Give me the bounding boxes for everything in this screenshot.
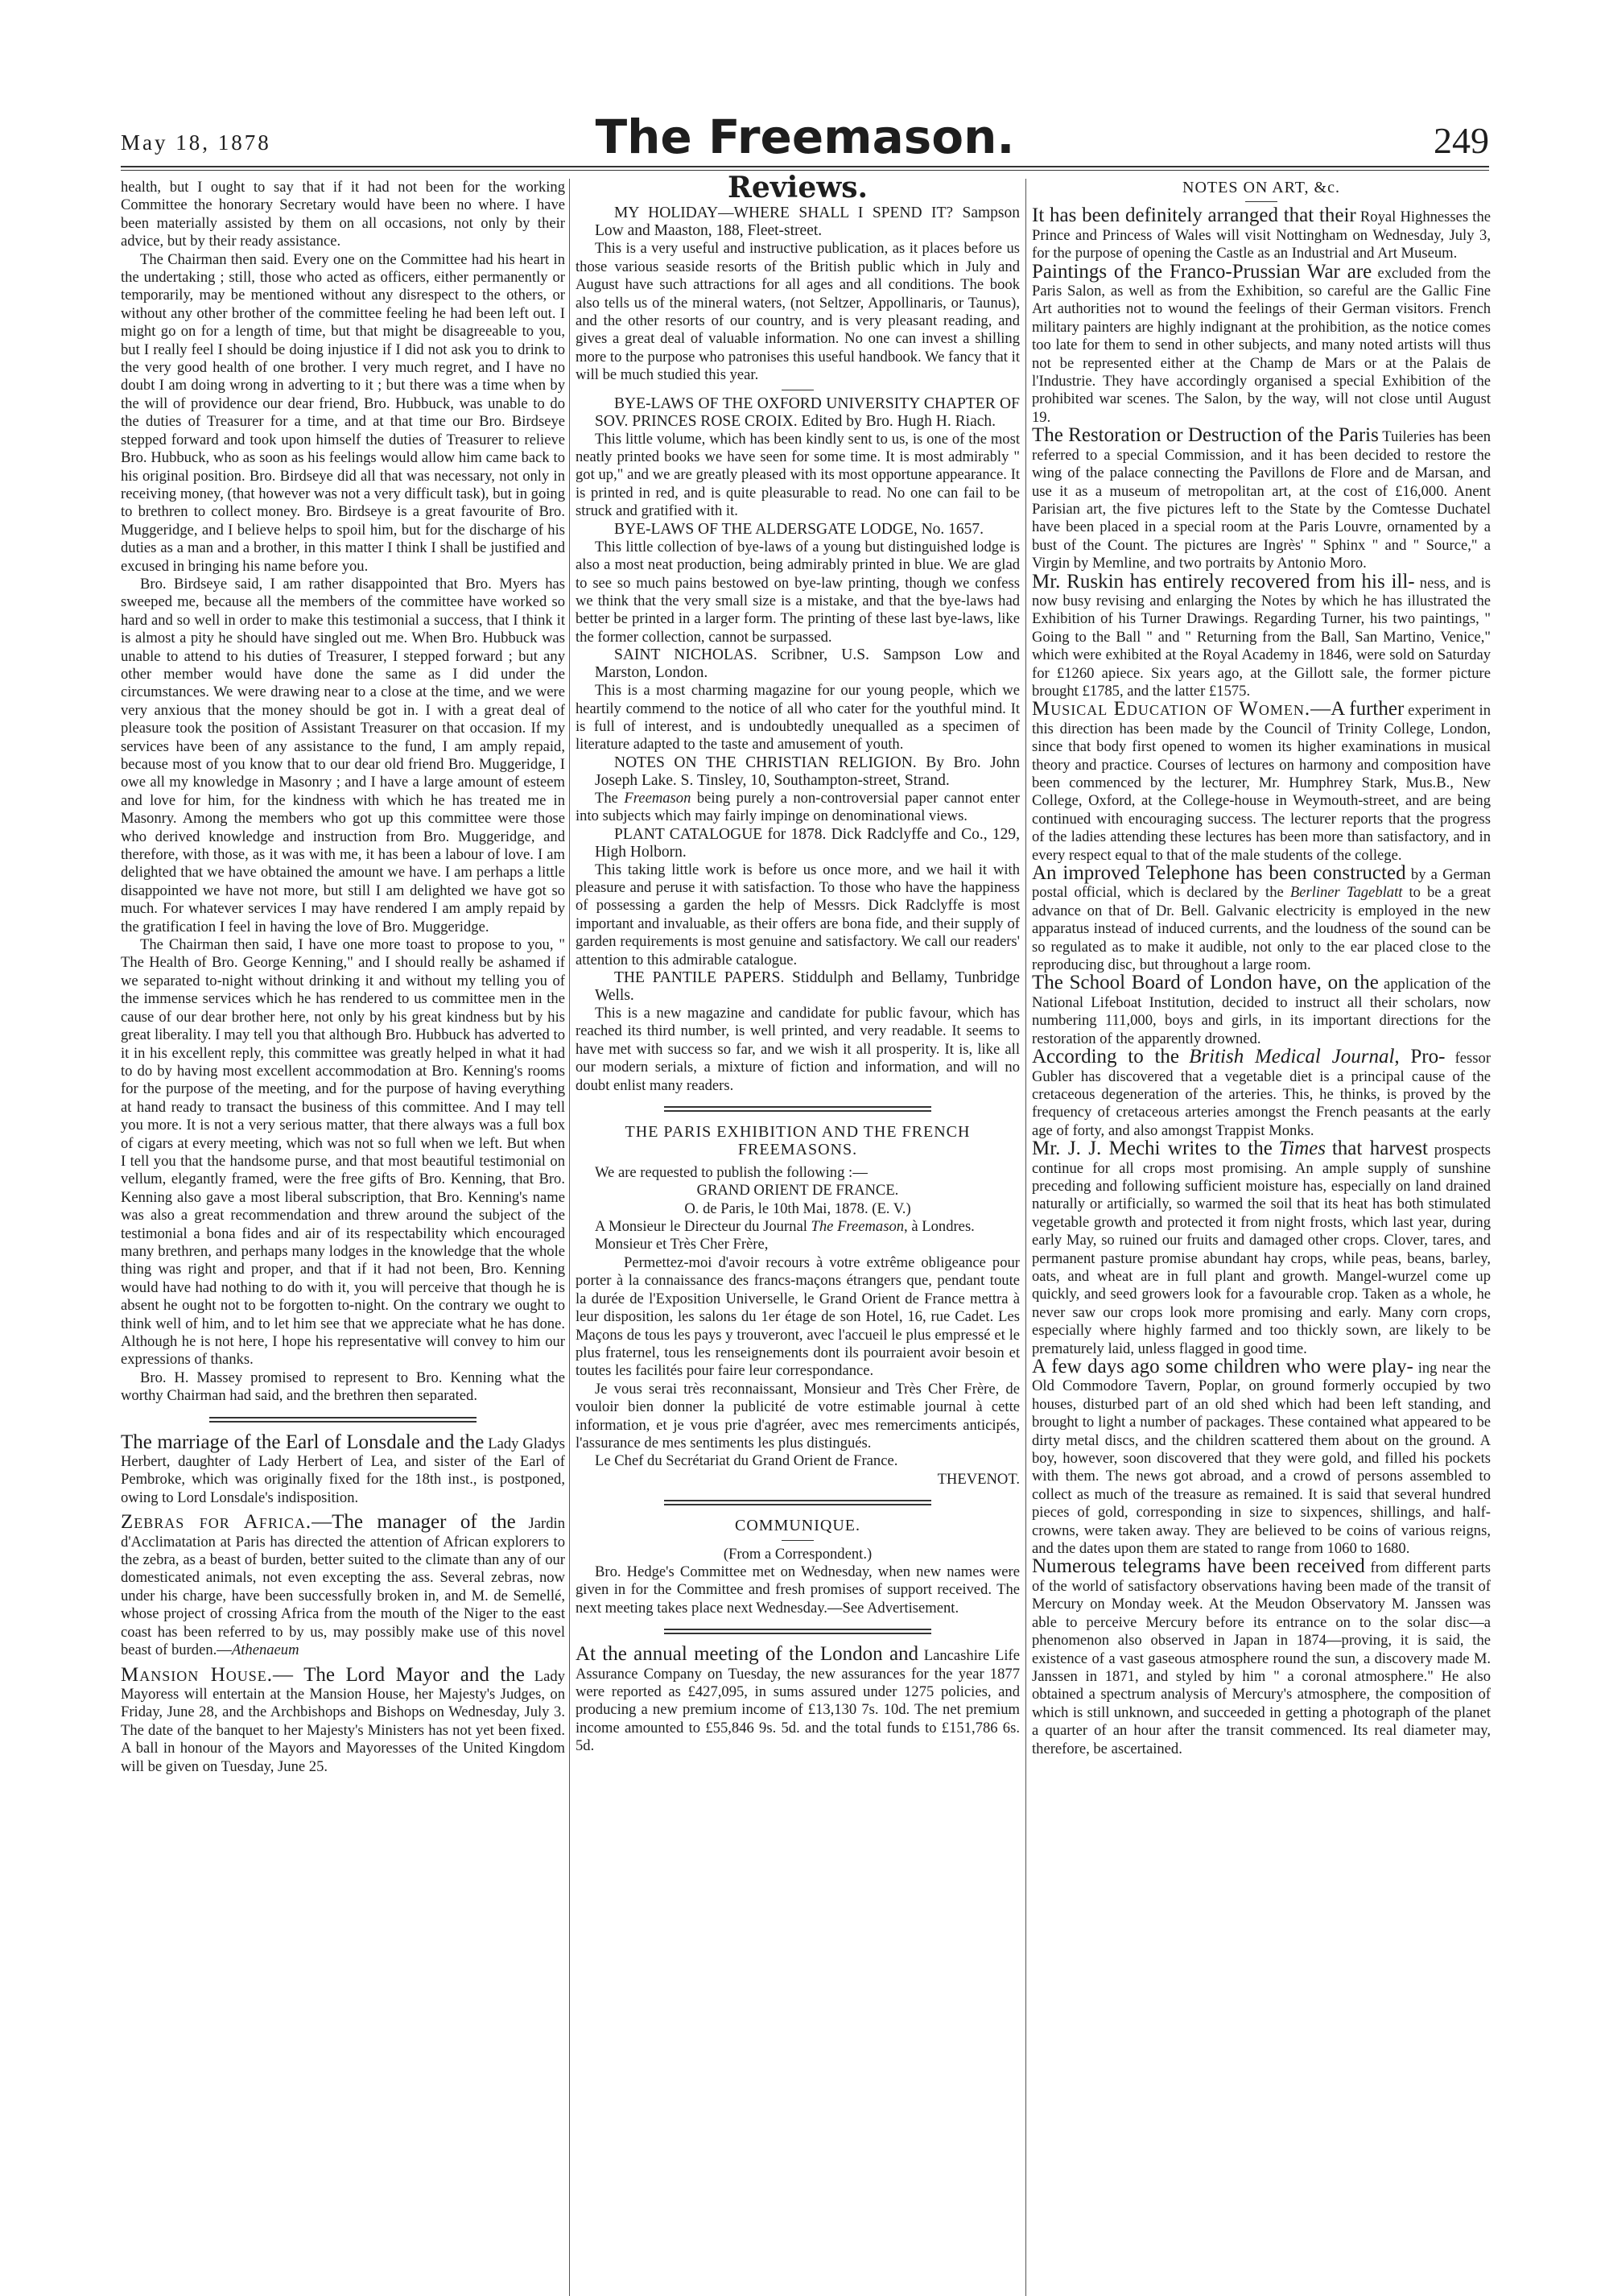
article-body: Jardin d'Acclimatation at Paris has directed the attention of African explorers to the zebra, as a beast of burden, better suited to the climate than any of our domesticated animals, not even excepting the ass. Several zebras, now under his charge, have been successfully broken in, and M. de Semellé, whose project of crossing Africa from the mouth of the Niger to the east coast has been referred to by us, may possibly make use of this novel beast of burden.— [121,1515,565,1659]
divider [782,1540,814,1541]
newspaper-title: The Freemason. [595,109,1015,164]
review-title: MY HOLIDAY—WHERE SHALL I SPEND IT? Sampson Low and Maaston, 188, Fleet-street. [595,204,1020,240]
paris-address: A Monsieur le Directeur du Journal The Freemason, à Londres. [595,1218,975,1236]
note: An improved Telephone has been constructed by a German postal official, which is declared by the Berliner Tageblatt to be a great advance on that of Dr. Bell. Galvanic electricity is employed in the new apparatus instead of induced currents, and the loudness of the sound can be so regulated as to make it audible, not only to the ear placed close to the reproducing disc, but throughout a large room. [1032,862,1491,974]
paris-letter: Je vous serai très reconnaissant, Monsieur and Très Cher Frère, de vouloir bien donner la publicité de votre estimable journal à cette information, et je vous prie d'agréer, avec mes remerciments anticipés, l'assurance de mes sentiments les plus distingués. [576,1380,1020,1452]
note: Mr. J. J. Mechi writes to the Times that harvest prospects continue for all crops most promising. An ample supply of sunshine preceding and following sufficient moisture has, especially on land drained naturally or artificially, so warmed the soil that its heat has both stimulated vegetable growth and protected it from night frosts, which last year, during early May, so ruined our fruits and damaged other crops. Clover, tares, and permanent pasture promise abundant hay crops, while peas, beans, barley, oats, and wheat are in full plant and growth. Mangel-wurzel come up quickly, and seed growers look for a favourable crop. Taken as a whole, he never saw our crops look more promising and early. Many corn crops, especially where highly farmed and too thickly sown, are likely to be prematurely laid, unless flagged in good time. [1032,1138,1492,1357]
review-title: BYE-LAWS OF THE OXFORD UNIVERSITY CHAPTER OF SOV. PRINCES ROSE CROIX. Edited by Bro. Hugh H. Riach. [595,394,1020,430]
divider [1245,201,1277,202]
review-body: The Freemason being purely a non-controversial paper cannot enter into subjects which may fairly impinge on denominational views. [576,789,1020,825]
note: It has been definitely arranged that their Royal Highnesses the Prince and Princess of Wales will visit Nottingham on Wednesday, July 3, for the purpose of opening the Castle as an Industrial and Art Museum. [1032,204,1491,262]
lead-in: — The Lord Mayor and the [273,1663,525,1686]
review-title: BYE-LAWS OF THE ALDERSGATE LODGE, No. 1657. [614,520,984,538]
paragraph: The Chairman then said. Every one on the Committee had his heart in the undertaking ; still, those who acted as officers, either permanently or temporarily, may be mentioned without any disrespect to the others, or without any other brother of the committee feeling he had been left out. I might go on for a length of time, but that might be disagreeable to you, but I really feel I should be doing injustice if I did not ask you to drink to the very good health of one brother. I very much regret, and I have no doubt I am doing wrong in adverting to it ; but there was a time when by the will of providence our dear friend, Bro. Hubbuck, was unable to do the duties of Treasurer for a time, and at that time our Bro. Birdseye stepped forward and took upon himself the duties of Treasurer to relieve Bro. Hubbuck, who as soon as his feelings would allow him came back to his original position. Bro. Birdseye did all that was necessary, not only in receiving money, (that however was not a very difficult task), but in going to brethren to collect money. Bro. Birdseye is a great favourite of Bro. Muggeridge, and I believe helps to spoil him, but for the discharge of his duties as a man and a brother, in this matter I think I shall be justified and excused in bringing his name before you. [121,250,565,575]
article-head: Mansion House. [121,1663,274,1686]
review-title: PLANT CATALOGUE for 1878. Dick Radclyffe and Co., 129, High Holborn. [595,825,1020,861]
note: According to the British Medical Journal, Pro- fessor Gubler has discovered that a vegetable diet is a principal cause of the cretaceous degeneration of the arteries. This, he thinks, is proved by the frequency of cretaceous arteries amongst the French peasants at the early age of forty, and also amongst Trappist Monks. [1032,1046,1492,1139]
note: Musical Education of Women.—A further experiment in this direction has been made by the Council of Trinity College, London, since that body first opened to women its higher examinations in musical theory and practice. Courses of lectures on harmony and composition have been commenced by the lecturer, Mr. Humphrey Stark, Mus.B., New College, Oxford, at the College-house in Weymouth-street, and are being continued with encouraging success. The lecturer reports that the progress of the ladies attending these lectures has been more than satisfactory, and in every respect equal to that of the male students of the college. [1032,698,1491,864]
article-body: Lady Gladys Herbert, daughter of Lady Herbert of Lea, and sister of the Earl of Pembroke, which was originally fixed for the 18th inst., is postponed, owing to Lord Lonsdale's indisposition. [121,1435,565,1506]
section-divider [209,1417,476,1423]
paris-intro: We are requested to publish the following :— [595,1163,868,1181]
column-3 [1032,179,1491,1758]
article-zebras [121,1513,565,1659]
section-divider [664,1106,930,1112]
masthead [121,109,1489,166]
paris-orient: GRAND ORIENT DE FRANCE. [696,1182,899,1200]
paris-signatory: THEVENOT. [937,1470,1020,1488]
note: Paintings of the Franco-Prussian War are excluded from the Paris Salon, as well as from the Exhibition, so careful are the Gallic Fine Art authorities not to wound the feelings of their German visitors. French military painters are highly indignant at the prohibition, as the notice comes too late for them to send in other subjects, and many noted artists will thus not be represented either at the Champ de Mars or at the Palais de l'Industrie. They have accordingly organised a special Exhibition of the prohibited war scenes. The Salon, by the way, will not close until August 19. [1032,260,1491,426]
column-2 [576,171,1020,1756]
page-number: 249 [1434,120,1489,161]
lead-in: The marriage of the Earl of Lonsdale and the [121,1431,485,1453]
paris-heading: THE PARIS EXHIBITION AND THE FRENCH FREEMASONS. [625,1123,971,1159]
source: Athenaeum [231,1641,299,1659]
note: Numerous telegrams have been received from different parts of the world of satisfactory observations having been made of the transit of Mercury on Monday week. At the Meudon Observatory M. Janssen was able to perceive Mercury before its entrance on to the solar disc—a phenomenon also observed in Japan in 1874—proving, it is said, the existence of a vast gaseous atmosphere round the sun, a discovery made M. Janssen in 1871, and styled by him " a coronal atmosphere." He also obtained a spectrum analysis of Mercury's atmosphere, the composition of which is still unknown, and succeeded in getting a photograph of the planet a quarter of an hour after the transit commenced. Its real diameter may, therefore, be ascertained. [1032,1555,1491,1757]
paris-salutation: Monsieur et Très Cher Frère, [595,1236,769,1253]
note: The Restoration or Destruction of the Paris Tuileries has been referred to a special Commission, and it has been decided to restore the wing of the palace connecting the Pavillons de Flore and de Marsan, and use it as a museum of metropolitan art, at the cost of £16,000. Anent Parisian art, the five pictures left to the State by the Comtesse Duchatel have been placed in a special room at the Paris Louvre, ornamented by a bust of the Count. The pictures are Ingrès' " Sphinx " and " Source," a Virgin by Memline, and two portraits by Antonio Moro. [1032,424,1491,572]
column-divider [569,179,570,2296]
paragraph: The Chairman then said, I have one more toast to propose to you, " The Health of Bro. George Kenning," and I should really be ashamed if we separated to-night without drinking it and without my telling you of the immense services which he has rendered to us committee men in the cause of our dear brother here, not only by his great kindness but by his great liberality. I may tell you that although Bro. Hubbuck has adverted to it in his excellent reply, this committee was greatly helped in what it had to do by having most excellent accommodation at Bro. Kenning's rooms for the purpose of the meeting, and for the purpose of having everything at hand ready to transact the business of this committee. And I may tell you more. It is not a very serious matter, that there always was a full box of cigars at every meeting, which was not so full when we left. But when I tell you that the handsome purse, and that most beautiful testimonial on vellum, elegantly framed, were the free gifts of Bro. Kenning, that Bro. Kenning also gave a most liberal subscription, that Bro. Kenning's name was also a great recommendation and threw around the subject of the testimonial a bona fides and air of its respectability which encouraged many brethren, and perhaps many lodges in the knowledge that the whole thing was right and proper, and that if it had not been, Bro. Kenning would have had nothing to do with it, you will perceive that though he is absent he ought not to be forgotten to-night. On the contrary we ought to think well of him, and to let him see that we appreciate what he has done. Although he is not here, I hope his representative will convey to him our expressions of thanks. [121,936,565,1369]
review-title: NOTES ON THE CHRISTIAN RELIGION. By Bro. John Joseph Lake. S. Tinsley, 10, Southampton-street, Strand. [595,754,1020,789]
column-divider [1025,179,1026,2296]
paris-date: O. de Paris, le 10th Mai, 1878. (E. V.) [684,1200,911,1217]
lead-in: —The manager of the [312,1511,516,1534]
paris-letter: Permettez-moi d'avoir recours à votre extrême obligeance pour porter à la connaissance des francs-maçons étrangers que, pendant toute la durée de l'Exposition Universelle, le Grand Orient de France mettra à leur disposition, les salons du 1er étage de son Hotel, 16, rue Cadet. Les Maçons de tous les pays y trouveront, avec l'accueil le plus empressé et le plus fraternel, tous les renseignements dont ils pourraient avoir besoin et toutes les facilités pour faire leur correspondance. [576,1253,1020,1380]
communique-body: Bro. Hedge's Committee met on Wednesday, when new names were given in for the Committee and fresh promises of support received. The next meeting takes place next Wednesday.—See Advertisement. [576,1563,1020,1617]
review-body: This little collection of bye-laws of a young but distinguished lodge is also a most neat production, being admirably printed in blue. We are glad to see so much pains bestowed on bye-law printing, though we confess we think that the very small size is a mistake, and that the bye-laws had better be printed in a larger form. The printing of these last bye-laws, like the former collection, cannot be surpassed. [576,538,1020,646]
paragraph: health, but I ought to say that if it had not been for the working Committee the honorary Secretary would have been no where. I have been materially assisted by them on all occasions, not only by their advice, but by their ready assistance. [121,179,565,250]
review-body: This taking little work is before us once more, and we hail it with pleasure and peruse it with satisfaction. To those who have the happiness of possessing a garden the help of Messrs. Dick Radclyffe is most important and invaluable, as their offers are bona fide, and their supply of garden requirements is most genuine and satisfactory. We call our readers' attention to this admirable catalogue. [576,861,1020,968]
article-mansion-house [121,1663,565,1776]
section-divider [664,1500,930,1505]
paris-signature: Le Chef du Secrétariat du Grand Orient de France. [595,1452,898,1470]
communique-heading: COMMUNIQUE. [735,1517,860,1535]
note: A few days ago some children who were play- ing near the Old Commodore Tavern, Poplar, on ground formerly occupied by two houses, disturbed part of an old shed which had been left standing, and brought to light a number of packages. These contained what appeared to be dirty metal discs, and the children scattered them about on the ground. A boy, however, soon discovered that they were gold, and filled his pockets with them. The news got abroad, and a crowd of persons assembled to collect as much of the treasure as remained. It is said that several hundred pieces of gold, corresponding in size to sixpences, shillings, and half-crowns, were taken away. They are believed to be coins of various reigns, and the dates upon them are stated to range from 1060 to 1680. [1032,1356,1491,1558]
review-title: SAINT NICHOLAS. Scribner, U.S. Sampson Low and Marston, London. [595,646,1020,682]
lead-in: At the annual meeting of the London and [576,1643,919,1666]
paragraph: Bro. Birdseye said, I am rather disappointed that Bro. Myers has sweeped me, because all the members of the committee have worked so hard and so well in order to make this testimonial a success, that I think it is almost a pity he should have singled out me. When Bro. Hubbuck was unable to attend to his duties of Treasurer, I stepped forward ; but any other member would have done the same as I did under the circumstances. We were drawing near to a close at the time, and we were very anxious that the money should be got in. I with a great deal of pleasure took the position of Assistant Treasurer on that occasion. If my services have been of any assistance to the fund, I am amply repaid, because most of you know that to our dear old friend Bro. Muggeridge, I owe all my knowledge in Masonry ; and I have a large amount of esteem and love for him, for the kindness with which he has treated me in Masonry. Among the members who got up this committee were those who derived knowledge and instruction from Bro. Muggeridge, and therefore, with those, as it was with me, it has been a labour of love. I am delighted that we have obtained the amount we have. I am perhaps a little disappointed we have not more, but still I am delighted we have got so much. For whatever services I may have rendered I am amply repaid by the gratification I feel in having the love of Bro. Muggeridge. [121,575,565,935]
section-divider [664,1629,930,1634]
reviews-heading: Reviews. [727,171,869,204]
notes-on-art-heading: NOTES ON ART, &c. [1182,179,1340,196]
paragraph: Bro. H. Massey promised to represent to Bro. Kenning what the worthy Chairman had said, and the brethren then separated. [121,1369,565,1405]
article-body: Lady Mayoress will entertain at the Mansion House, her Majesty's Judges, on Friday, June 28, and the Archbishops and Bishops on Wednesday, July 3. The date of the banquet to her Majesty's Ministers has not yet been fixed. A ball in honour of the Mayors and Mayoresses of the United Kingdom will be given on Tuesday, June 25. [121,1667,565,1775]
review-body: This is a new magazine and candidate for public favour, which has reached its third number, is well printed, and very readable. It seems to have met with success so far, and we wish it all prosperity. It is, like all our modern serials, a mixture of fiction and information, and will no doubt enlist many readers. [576,1005,1020,1094]
review-title: THE PANTILE PAPERS. Stiddulph and Bellamy, Tunbridge Wells. [595,969,1020,1004]
column-1 [121,179,565,1776]
note: The School Board of London have, on the application of the National Lifeboat Institution, decided to instruct all their scholars, now numbering 111,000, boys and girls, in its important directions for the restoration of the apparently drowned. [1032,972,1491,1047]
issue-date: May 18, 1878 [121,130,271,155]
article-london-lancashire [576,1643,1020,1755]
masthead-rule [121,166,1489,167]
article-body: Lancashire Life Assurance Company on Tuesday, the new assurances for the year 1877 were reported as £427,095, in sums assured under 1275 policies, and producing a new premium income of £13,130 7s. 10d. The net premium income amounted to £55,846 9s. 5d. and the total funds to £151,786 6s. 5d. [576,1647,1020,1755]
review-body: This is a very useful and instructive publication, as it places before us those various seaside resorts of the British public which in July and August have such attractions for all ages and all conditions. The book also tells us of the mineral waters, (not Seltzer, Appollinaris, or Taunus), and the other resorts of our country, and is very pleasant reading, and gives a great deal of valuable information. No one can invest a shilling more to the purpose who patronises this useful handbook. We fancy that it will be much studied this year. [576,240,1020,384]
note: Mr. Ruskin has entirely recovered from his ill- ness, and is now busy revising and enlarging the Notes by which he has illustrated the Exhibition of his Turner Drawings. Regarding Turner, his two paintings, " Going to the Ball " and " Returning from the Ball, San Martino, Venice," which were exhibited at the Royal Academy in 1846, were sold on Saturday for £1260 apiece. Six years ago, at the Gillott sale, the former picture brought £1785, and the latter £1575. [1032,570,1491,700]
article-head: Zebras for Africa. [121,1511,312,1534]
review-body: This is a most charming magazine for our young people, which we heartily commend to the notice of all who cater for the youthful mind. It is full of interest, and is undoubtedly unequalled as a specimen of literature adapted to the taste and amusement of youth. [576,682,1020,754]
article-lonsdale [121,1431,565,1508]
review-body: This little volume, which has been kindly sent to us, is one of the most neatly printed books we have seen for some time. It is most admirably " got up," and we are greatly pleased with its most opportune appearance. It is printed in red, and is quite pleasurable to read. No one can fail to be struck and gratified with it. [576,430,1020,520]
communique-sub: (From a Correspondent.) [723,1545,873,1563]
